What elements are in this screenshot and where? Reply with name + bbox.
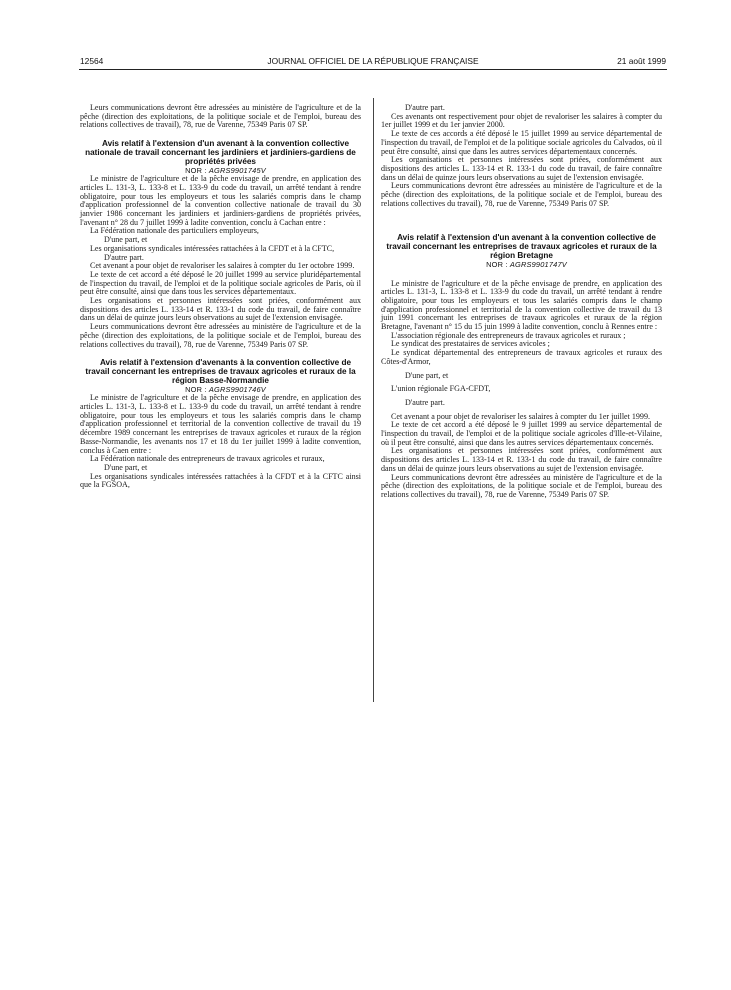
nor-code: AGRS9901745V: [208, 165, 266, 175]
paragraph: Leurs communications devront être adressées au ministère de l'agriculture et de la pêche (direction des exploitations, de la politique sociale et de l'emploi, bureau des relations collectives du travail), 78, rue de Varenne, 75349 Paris 07 SP.: [381, 472, 662, 499]
paragraph: Les organisations et personnes intéressées sont priées, conformément aux dispositions des articles L. 133-14 et R. 133-1 du code du travail, de faire connaître dans un délai de quinze jours leurs observations au sujet de l'extension envisagée.: [80, 296, 361, 323]
paragraph: Les organisations et personnes intéressées sont priées, conformément aux dispositions des articles L. 133-14 et R. 133-1 du code du travail, de faire connaître dans un délai de quinze jours leurs observations au sujet de l'extension envisagée.: [381, 446, 662, 473]
paragraph: Le ministre de l'agriculture et de la pêche envisage de prendre, en application des articles L. 131-3, L. 133-8 et L. 133-9 du code du travail, un arrêté tendant à rendre obligatoire, pour tous les employeurs et tous les salariés compris dans le champ d'application professionnel et territorial de la convention collective de travail du 19 décembre 1989 concernant les entreprises de travaux agricoles et ruraux de la région Basse-Normandie, les avenants nos 17 et 18 du 1er juillet 1999 à ladite convention, conclus à Caen entre :: [80, 393, 361, 455]
left-column: [80, 104, 361, 490]
paragraph: Le texte de ces accords a été déposé le 15 juillet 1999 au service départemental de l'inspection du travail, de l'emploi et de la politique sociale agricoles du Calvados, où il peut être consulté, ainsi que dans les autres services départementaux concernés.: [381, 129, 662, 156]
paragraph: D'autre part.: [405, 103, 445, 112]
paragraph: La Fédération nationale des particuliers employeurs,: [90, 226, 259, 236]
nor-label: NOR :: [185, 165, 207, 175]
paragraph: D'une part, et: [104, 462, 148, 472]
nor-label: NOR :: [185, 384, 207, 394]
paragraph: Ces avenants ont respectivement pour objet de revaloriser les salaires à compter du 1er juillet 1999 et du 1er janvier 2000.: [381, 111, 662, 130]
journal-title: JOURNAL OFFICIEL DE LA RÉPUBLIQUE FRANÇAISE: [267, 56, 479, 66]
nor-code: AGRS9901747V: [509, 259, 567, 269]
column-divider: [373, 98, 374, 702]
notice-title: Avis relatif à l'extension d'un avenant à la convention collective nationale de travail concernant les jardiniers et jardiniers-gardiens de propriétés privées: [85, 139, 356, 166]
nor-code: AGRS9901746V: [208, 384, 266, 394]
paragraph: Le ministre de l'agriculture et de la pêche envisage de prendre, en application des articles L. 131-3, L. 133-8 et L. 133-9 du code du travail, un arrêté tendant à rendre obligatoire, pour tous les employeurs et tous les salariés compris dans le champ d'application professionnel et territorial de la convention collective de travail du 13 juin 1991 concernant les entreprises de travaux agricoles et ruraux de la région Bretagne, l'avenant n° 15 du 15 juin 1999 à ladite convention, conclu à Rennes entre :: [381, 278, 662, 332]
paragraph: D'autre part.: [104, 252, 144, 262]
paragraph: Le texte de cet accord a été déposé le 9 juillet 1999 au service départemental de l'inspection du travail, de l'emploi et de la politique sociale agricoles d'Ille-et-Vilaine, où il peut être consulté, ainsi que dans les autres services départementaux concernés.: [381, 420, 662, 447]
notice-title: Avis relatif à l'extension d'avenants à la convention collective de travail concernant les entreprises de travaux agricoles et ruraux de la région Basse-Normandie: [85, 358, 356, 385]
paragraph: Le syndicat des prestataires de services avicoles ;: [391, 339, 550, 349]
paragraph: Le texte de cet accord a été déposé le 20 juillet 1999 au service pluridépartemental de l'inspection du travail, de l'emploi et de la politique sociale agricoles de Paris, où il peut être consulté, ainsi que dans tous les services départementaux.: [80, 269, 361, 297]
paragraph: L'union régionale FGA-CFDT,: [391, 384, 491, 394]
header-rule: [79, 69, 667, 70]
paragraph: Leurs communications devront être adressées au ministère de l'agriculture et de la pêche (direction des exploitations, de la politique sociale et de l'emploi, bureau des relations collectives de travail), 78, rue de Varenne, 75349 Paris 07 SP.: [80, 103, 361, 130]
paragraph: D'une part, et: [104, 235, 148, 245]
paragraph: D'autre part.: [405, 397, 445, 407]
paragraph: Le syndicat départemental des entrepreneurs de travaux agricoles et ruraux des Côtes-d'Armor,: [381, 348, 662, 366]
right-column: [381, 104, 662, 500]
paragraph: Leurs communications devront être adressées au ministère de l'agriculture et de la pêche (direction des exploitations, de la politique sociale et de l'emploi, bureau des relations collectives du travail), 78, rue de Varenne, 75349 Paris 07 SP.: [381, 181, 662, 208]
notice-title: Avis relatif à l'extension d'un avenant à la convention collective de travail concernant les entreprises de travaux agricoles et ruraux de la région Bretagne: [386, 233, 657, 261]
paragraph: L'association régionale des entrepreneurs de travaux agricoles et ruraux ;: [391, 330, 626, 340]
paragraph: Les organisations syndicales intéressées rattachées à la CFDT et à la CFTC ainsi que la FGSOA,: [80, 471, 361, 490]
paragraph: Le ministre de l'agriculture et de la pêche envisage de prendre, en application des articles L. 131-3, L. 133-8 et L. 133-9 du code du travail, un arrêté tendant à rendre obligatoire, pour tous les employeurs et tous les salariés compris dans le champ d'application professionnel de la convention collective nationale de travail du 30 janvier 1986 concernant les jardiniers et jardiniers-gardiens de propriétés privées, l'avenant n° 28 du 7 juillet 1999 à ladite convention, conclu à Cachan entre :: [80, 174, 361, 227]
page-header: [80, 56, 666, 70]
paragraph: Cet avenant a pour objet de revaloriser les salaires à compter du 1er juillet 1999.: [391, 411, 650, 421]
paragraph: Les organisations et personnes intéressées sont priées, conformément aux dispositions des articles L. 133-14 et R. 133-1 du code du travail, de faire connaître dans un délai de quinze jours leurs observations au sujet de l'extension envisagée.: [381, 155, 662, 182]
paragraph: Leurs communications devront être adressées au ministère de l'agriculture et de la pêche (direction des exploitations, de la politique sociale et de l'emploi, bureau des relations collectives du travail), 78, rue de Varenne, 75349 Paris 07 SP.: [80, 322, 361, 349]
publication-date: 21 août 1999: [617, 56, 666, 66]
nor-label: NOR :: [486, 259, 508, 269]
paragraph: La Fédération nationale des entrepreneurs de travaux agricoles et ruraux,: [90, 454, 325, 464]
paragraph: Cet avenant a pour objet de revaloriser les salaires à compter du 1er octobre 1999.: [90, 261, 355, 271]
paragraph: D'une part, et: [405, 370, 449, 380]
page-number: 12564: [80, 56, 104, 66]
paragraph: Les organisations syndicales intéressées rattachées à la CFDT et à la CFTC,: [90, 243, 335, 253]
nor-reference: [381, 261, 662, 270]
